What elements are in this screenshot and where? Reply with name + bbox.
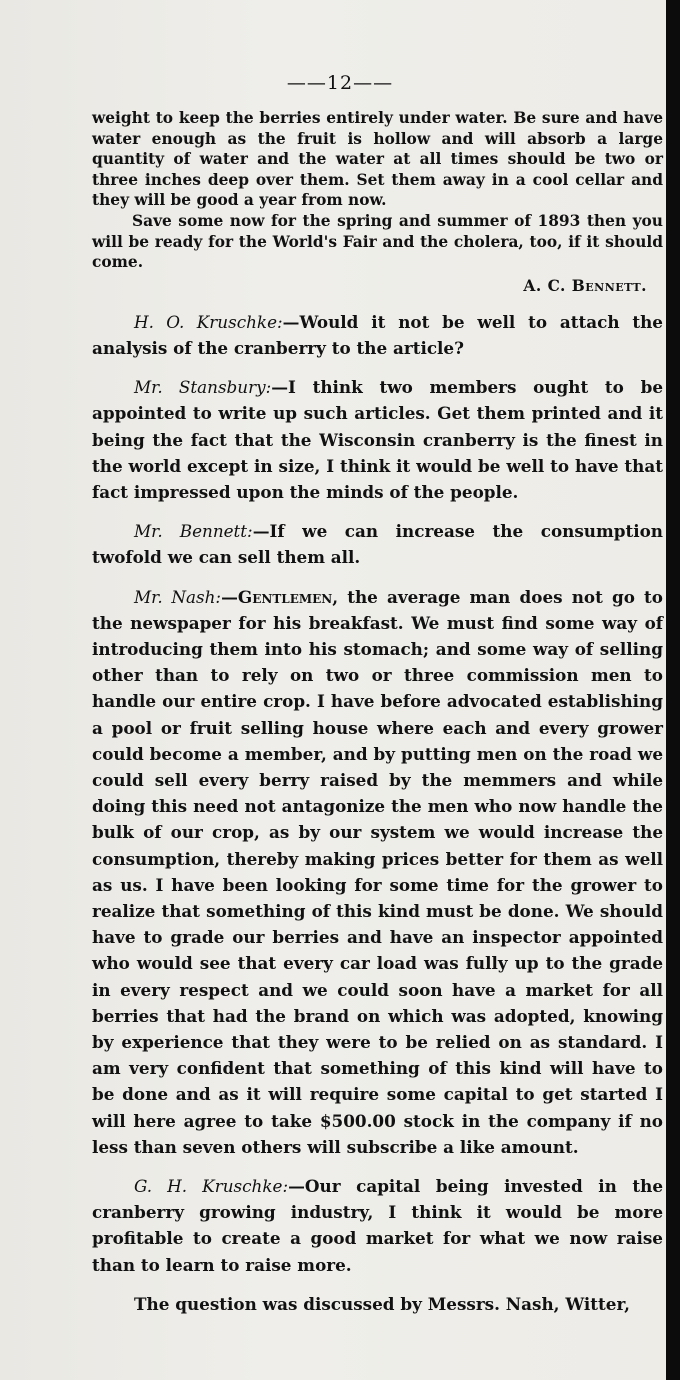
letter-paragraph: Save some now for the spring and summer of 1893 then you will be ready for the World's Fair and the cholera, too, if it should come.	[92, 211, 663, 272]
remark-paragraph	[92, 584, 663, 1160]
page-number: ——12——	[286, 72, 394, 94]
salutation: —Gentlemen,	[221, 586, 339, 607]
remark-paragraph	[92, 374, 663, 505]
remark-paragraph	[92, 518, 663, 570]
remark-text: —Our capital being invested in the cranberry growing industry, I think it would be more profitable to create a good market for what we now raise than to learn to raise more.	[92, 1176, 664, 1275]
speaker-name: G. H. Kruschke:	[134, 1176, 289, 1197]
letter-signature: A. C. Bennett.	[523, 276, 647, 295]
remark-text: —If we can increase the consumption twofold we can sell them all.	[92, 521, 663, 568]
discussion	[92, 309, 663, 1317]
scan-edge	[666, 0, 680, 1380]
speaker-name: Mr. Nash:	[134, 586, 222, 607]
text-column	[92, 108, 663, 1330]
speaker-name: Mr. Stansbury:	[134, 377, 272, 398]
remark-paragraph	[92, 1173, 663, 1278]
closing-paragraph: The question was discussed by Messrs. Nash, Witter,	[134, 1293, 630, 1314]
remark-text: the average man does not go to the newspaper for his breakfast. We must find some way of introducing them into his stomach; and some way of selling other than to rely on two or three commission men to handle our entire crop. I have before advocated establishing a pool or fruit selling house where each and every grower could become a member, and by putting men on the road we could sell every berry raised by the memmers and while doing this need not antagonize the men who now handle the bulk of our crop, as by our system we would increase the consumption, thereby making prices better for them as well as us. I have been looking for some time for the grower to realize that something of this kind must be done. We should have to grade our berries and have an inspector appointed who would see that every car load was fully up to the grade in every respect and we could soon have a market for all berries that had the brand on which was adopted, knowing by experience that they were to be relied on as standard. I am very confident that something of this kind will have to be done and as it will require some capital to get started I will here agree to take $500.00 stock in the company if no less than seven others will subscribe a like amount.	[92, 586, 663, 1157]
letter-paragraph: weight to keep the berries entirely under water. Be sure and have water enough as the fruit is hollow and will absorb a large quantity of water and the water at all times should be two or three inches deep over them. Set them away in a cool cellar and they will be good a year from now.	[92, 109, 663, 210]
speaker-name: H. O. Kruschke:	[134, 311, 283, 332]
speaker-name: Mr. Bennett:	[134, 521, 253, 542]
letter-excerpt	[92, 108, 663, 297]
remark-text: —Would it not be well to attach the analysis of the cranberry to the article?	[92, 311, 663, 358]
remark-text: —I think two members ought to be appointed to write up such articles. Get them printed and it being the fact that the Wisconsin cranberry is the finest in the world except in size, I think it would be well to have that fact impressed upon the minds of the people.	[92, 377, 663, 502]
remark-paragraph	[92, 309, 663, 361]
